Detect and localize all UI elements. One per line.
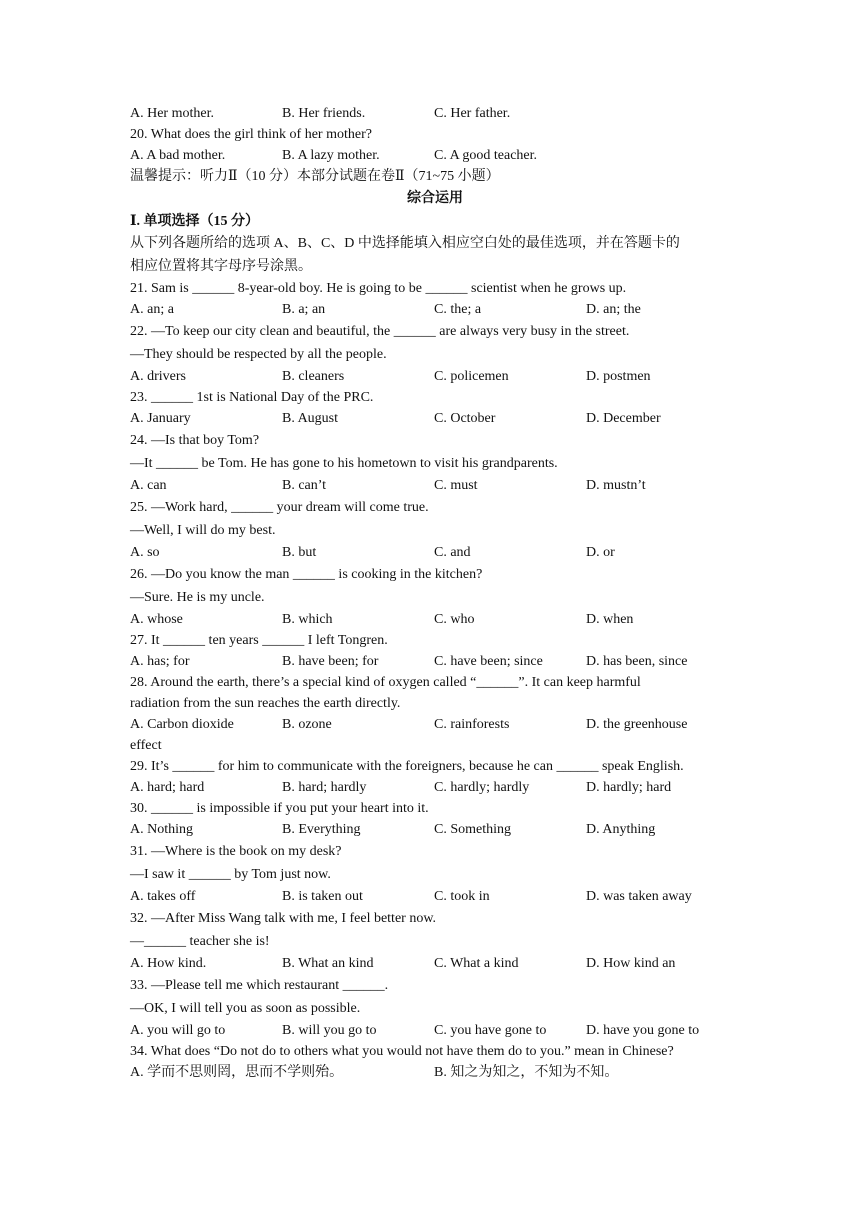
question-26: 26. —Do you know the man ______ is cooking in the kitchen? (130, 567, 483, 582)
option-c: C. who (434, 612, 475, 627)
option-b: B. can’t (282, 478, 327, 493)
question-22: 22. —To keep our city clean and beautiful, the ______ are always very busy in the street. (130, 324, 630, 339)
q26-options (130, 609, 740, 630)
option-a: A. hard; hard (130, 780, 205, 795)
q31-options (130, 886, 740, 907)
option-d: D. hardly; hard (586, 780, 672, 795)
question-28-cont: radiation from the sun reaches the earth directly. (130, 696, 401, 711)
option-d: D. an; the (586, 302, 641, 317)
q21-options (130, 299, 740, 320)
q28-options (130, 714, 740, 735)
q33-options (130, 1020, 740, 1041)
option-c: C. Her father. (434, 106, 511, 121)
question-20: 20. What does the girl think of her mother? (130, 127, 372, 142)
option-b: B. a; an (282, 302, 326, 317)
q24-options (130, 475, 740, 496)
question-25: 25. —Work hard, ______ your dream will come true. (130, 500, 429, 515)
q22-options (130, 366, 740, 387)
option-a: A. so (130, 545, 160, 560)
option-c: C. October (434, 411, 496, 426)
question-22-reply: —They should be respected by all the people. (130, 347, 387, 362)
option-b: B. will you go to (282, 1023, 377, 1038)
option-d: D. December (586, 411, 661, 426)
option-c: C. must (434, 478, 478, 493)
option-c: C. What a kind (434, 956, 519, 971)
option-d: D. or (586, 545, 615, 560)
option-d: D. has been, since (586, 654, 688, 669)
question-31-reply: —I saw it ______ by Tom just now. (130, 867, 331, 882)
question-30: 30. ______ is impossible if you put your heart into it. (130, 801, 429, 816)
option-a: A. Her mother. (130, 106, 214, 121)
option-c: C. A good teacher. (434, 148, 538, 163)
question-23: 23. ______ 1st is National Day of the PRC. (130, 390, 374, 405)
option-b: B. but (282, 545, 317, 560)
option-b: B. What an kind (282, 956, 374, 971)
option-c: C. the; a (434, 302, 482, 317)
instructions-line-2: 相应位置将其字母序号涂黑。 (130, 259, 312, 274)
option-d: D. the greenhouse (586, 717, 688, 732)
option-a: A. can (130, 478, 167, 493)
option-d: D. Anything (586, 822, 656, 837)
question-28: 28. Around the earth, there’s a special kind of oxygen called “______”. It can keep harmful (130, 675, 641, 690)
question-33: 33. —Please tell me which restaurant ______. (130, 978, 389, 993)
option-c: C. Something (434, 822, 512, 837)
question-34: 34. What does “Do not do to others what you would not have them do to you.” mean in Chinese? (130, 1044, 674, 1059)
q19-options (130, 103, 740, 124)
option-a: A. whose (130, 612, 183, 627)
option-c: C. you have gone to (434, 1023, 547, 1038)
question-26-reply: —Sure. He is my uncle. (130, 590, 265, 605)
option-a: A. How kind. (130, 956, 207, 971)
option-b: B. which (282, 612, 333, 627)
question-21: 21. Sam is ______ 8-year-old boy. He is going to be ______ scientist when he grows up. (130, 281, 627, 296)
option-b: B. 知之为知之，不知为不知。 (434, 1065, 619, 1080)
option-b: B. A lazy mother. (282, 148, 380, 163)
question-29: 29. It’s ______ for him to communicate with the foreigners, because he can ______ speak English. (130, 759, 684, 774)
instructions-line-1: 从下列各题所给的选项 A、B、C、D 中选择能填入相应空白处的最佳选项，并在答题卡的 (130, 236, 680, 251)
option-c: C. policemen (434, 369, 509, 384)
part-heading: Ⅰ. 单项选择（15 分） (130, 214, 260, 229)
option-a: A. A bad mother. (130, 148, 226, 163)
option-a: A. you will go to (130, 1023, 226, 1038)
option-d: D. have you gone to (586, 1023, 700, 1038)
option-b: B. have been; for (282, 654, 379, 669)
option-c: C. rainforests (434, 717, 510, 732)
option-a: A. drivers (130, 369, 186, 384)
option-a: A. an; a (130, 302, 174, 317)
option-a: A. January (130, 411, 191, 426)
exam-content (130, 103, 740, 1083)
question-24: 24. —Is that boy Tom? (130, 433, 260, 448)
option-b: B. ozone (282, 717, 332, 732)
option-b: B. cleaners (282, 369, 345, 384)
question-32: 32. —After Miss Wang talk with me, I feel better now. (130, 911, 437, 926)
question-31: 31. —Where is the book on my desk? (130, 844, 342, 859)
option-b: B. Everything (282, 822, 361, 837)
option-b: B. August (282, 411, 339, 426)
q27-options (130, 651, 740, 672)
q28-option-d-cont: effect (130, 738, 162, 753)
q20-options (130, 145, 740, 166)
q23-options (130, 408, 740, 429)
question-33-reply: —OK, I will tell you as soon as possible. (130, 1001, 361, 1016)
option-d: D. How kind an (586, 956, 676, 971)
q34-options (130, 1062, 740, 1083)
option-b: B. Her friends. (282, 106, 366, 121)
question-24-reply: —It ______ be Tom. He has gone to his hometown to visit his grandparents. (130, 456, 558, 471)
section-title: 综合运用 (407, 191, 463, 206)
option-c: C. have been; since (434, 654, 543, 669)
option-c: C. hardly; hardly (434, 780, 530, 795)
q25-options (130, 542, 740, 563)
option-a: A. takes off (130, 889, 196, 904)
option-d: D. was taken away (586, 889, 692, 904)
option-b: B. is taken out (282, 889, 363, 904)
option-b: B. hard; hardly (282, 780, 367, 795)
option-d: D. when (586, 612, 634, 627)
option-a: A. Carbon dioxide (130, 717, 234, 732)
option-d: D. mustn’t (586, 478, 646, 493)
q32-options (130, 953, 740, 974)
option-c: C. and (434, 545, 471, 560)
option-a: A. Nothing (130, 822, 193, 837)
question-32-reply: —______ teacher she is! (130, 934, 270, 949)
question-25-reply: —Well, I will do my best. (130, 523, 276, 538)
q30-options (130, 819, 740, 840)
option-c: C. took in (434, 889, 490, 904)
listening-tip: 温馨提示：听力Ⅱ（10 分）本部分试题在卷Ⅱ（71~75 小题） (130, 169, 500, 184)
option-d: D. postmen (586, 369, 651, 384)
option-a: A. 学而不思则罔，思而不学则殆。 (130, 1065, 344, 1080)
option-a: A. has; for (130, 654, 190, 669)
question-27: 27. It ______ ten years ______ I left Tongren. (130, 633, 388, 648)
q29-options (130, 777, 740, 798)
